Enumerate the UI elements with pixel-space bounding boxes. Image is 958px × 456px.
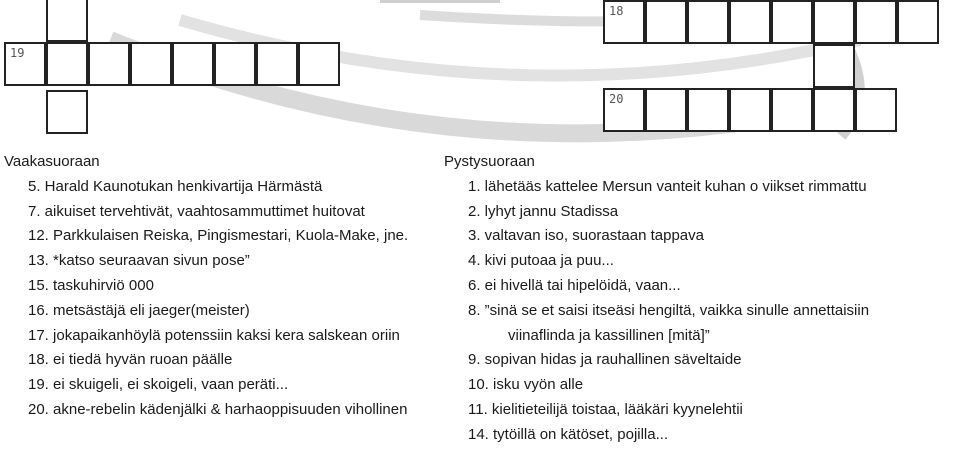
clue-number-20: 20	[609, 92, 624, 106]
across-heading: Vaakasuoraan	[4, 153, 100, 170]
down-clue: 2. lyhyt jannu Stadissa	[468, 202, 619, 220]
crossword-cell[interactable]	[298, 42, 340, 86]
crossword-cell[interactable]	[4, 42, 46, 86]
down-clue: 4. kivi putoaa ja puu...	[468, 252, 614, 270]
crossword-cell[interactable]	[645, 88, 687, 132]
crossword-cell[interactable]	[46, 90, 88, 134]
crossword-cell[interactable]	[46, 42, 88, 86]
crossword-cell[interactable]	[256, 42, 298, 86]
down-clue-continuation: viinaflinda ja kassillinen [mitä]”	[508, 326, 710, 344]
down-clue: 3. valtavan iso, suorastaan tappava	[468, 227, 704, 245]
crossword-cell[interactable]	[729, 88, 771, 132]
crossword-cell[interactable]	[771, 0, 813, 44]
across-clue: 7. aikuiset tervehtivät, vaahtosammuttimet huitovat	[28, 202, 365, 220]
across-clue: 13. *katso seuraavan sivun pose”	[28, 252, 250, 270]
down-clues	[444, 150, 869, 448]
crossword-cell[interactable]	[88, 42, 130, 86]
across-clue: 17. jokapaikanhöylä potenssiin kaksi kera salskean oriin	[28, 326, 400, 344]
crossword-cell[interactable]	[603, 0, 645, 44]
clue-number-18: 18	[609, 4, 624, 18]
crossword-cell[interactable]	[729, 0, 771, 44]
crossword-cell[interactable]	[603, 88, 645, 132]
crossword-cell[interactable]	[687, 0, 729, 44]
across-clue: 16. metsästäjä eli jaeger(meister)	[28, 301, 250, 319]
down-clue: 8. ”sinä se et saisi itseäsi hengiltä, vaikka sinulle annettaisiin	[468, 301, 870, 319]
across-clue: 15. taskuhirviö 000	[28, 276, 154, 294]
crossword-cell[interactable]	[771, 88, 813, 132]
across-clue: 12. Parkkulaisen Reiska, Pingismestari, Kuola-Make, jne.	[28, 227, 409, 245]
down-clue: 11. kielitieteilijä toistaa, lääkäri kyynelehtii	[468, 400, 743, 418]
crossword-cell[interactable]	[813, 88, 855, 132]
across-clue: 19. ei skuigeli, ei skoigeli, vaan peräti...	[28, 376, 289, 394]
down-clue: 14. tytöillä on kätöset, pojilla...	[468, 425, 669, 443]
crossword-cell[interactable]	[855, 88, 897, 132]
down-clue: 9. sopivan hidas ja rauhallinen säveltaide	[468, 351, 742, 369]
crossword-cell[interactable]	[813, 0, 855, 44]
down-heading: Pystysuoraan	[444, 153, 535, 170]
crossword-cell[interactable]	[130, 42, 172, 86]
crossword-cell[interactable]	[897, 0, 939, 44]
across-clue: 20. akne-rebelin kädenjälki & harhaoppisuuden vihollinen	[28, 400, 408, 418]
across-clues	[4, 150, 408, 423]
down-clue: 10. isku vyön alle	[468, 376, 584, 394]
crossword-cell[interactable]	[46, 0, 88, 42]
crossword-cell[interactable]	[645, 0, 687, 44]
crossword-cell[interactable]	[172, 42, 214, 86]
crossword-cell[interactable]	[813, 44, 855, 88]
crossword-cell[interactable]	[855, 0, 897, 44]
clue-number-19: 19	[10, 46, 25, 60]
crossword-cell[interactable]	[214, 42, 256, 86]
down-clue: 6. ei hivellä tai hipelöidä, vaan...	[468, 276, 681, 294]
across-clue: 5. Harald Kaunotukan henkivartija Härmästä	[28, 177, 323, 195]
across-clue: 18. ei tiedä hyvän ruoan päälle	[28, 351, 233, 369]
crossword-cell[interactable]	[687, 88, 729, 132]
down-clue: 1. lähetääs kattelee Mersun vanteit kuhan o viikset rimmattu	[468, 177, 867, 195]
